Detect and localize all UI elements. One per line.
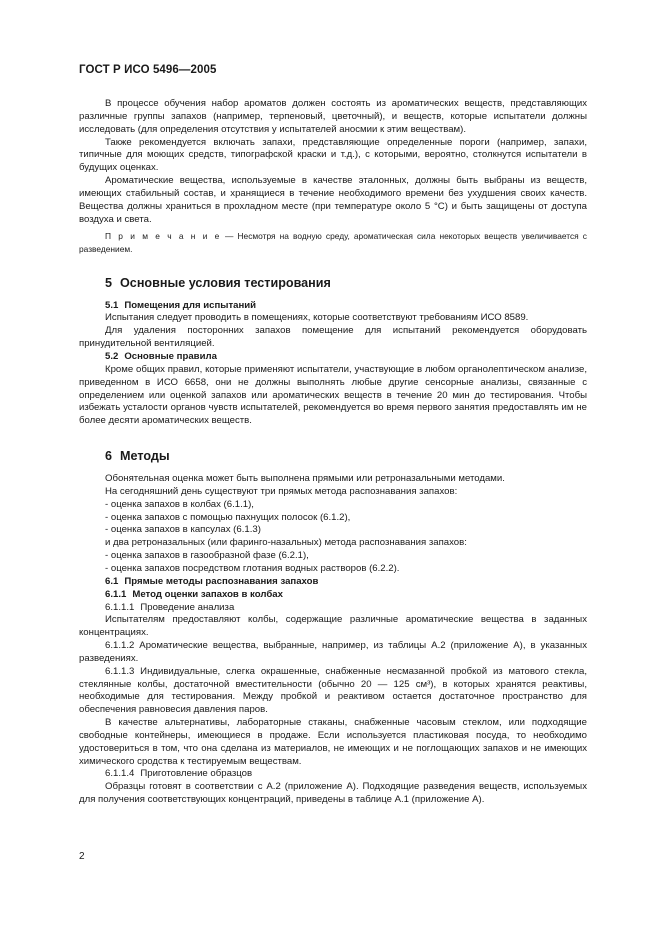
subsection-number: 5.1 bbox=[105, 299, 119, 311]
section-5-heading bbox=[105, 276, 587, 291]
subsection-title: Прямые методы распознавания запахов bbox=[124, 575, 319, 587]
list-item: - оценка запахов посредством глотания водных растворов (6.2.2). bbox=[105, 562, 400, 574]
paragraph: Испытателям предоставляют колбы, содержащие различные ароматические вещества в заданных концентрациях. bbox=[79, 614, 587, 639]
subsection-number: 6.1.1 bbox=[105, 588, 127, 600]
paragraph: Образцы готовят в соответствии с А.2 (приложение А). Подходящие разведения веществ, используемых для получения соответствующих концентраций, приведены в таблице А.1 (приложение А). bbox=[79, 781, 587, 806]
subsection-number: 6.1.1.4 bbox=[105, 768, 135, 780]
note-label: П р и м е ч а н и е bbox=[105, 231, 221, 242]
intro-paragraph-1: В процессе обучения набор ароматов должен состоять из ароматических веществ, представляющих различные группы запахов (например, терпеновый, цветочный), и веществ, которые испытатели должны исследовать (для определения отсутствия у испытателей аносмии к этим веществам). bbox=[79, 98, 587, 135]
paragraph: Обонятельная оценка может быть выполнена прямыми или ретроназальными методами. bbox=[105, 473, 505, 485]
subsection-number: 5.2 bbox=[105, 351, 119, 362]
subsection-number: 6.1 bbox=[105, 575, 119, 587]
section-6-title: Методы bbox=[120, 449, 170, 464]
subsection-6-1-heading bbox=[79, 576, 587, 589]
subsection-6-1-1-heading bbox=[79, 589, 587, 602]
paragraph: Испытания следует проводить в помещениях, которые соответствуют требованиям ИСО 8589. bbox=[105, 312, 529, 324]
subsection-5-1-heading bbox=[79, 300, 587, 313]
paragraph-6-1-1-2: 6.1.1.2 Ароматические вещества, выбранные, например, из таблицы А.2 (приложение А), в указанных разведениях. bbox=[79, 640, 587, 664]
page-number: 2 bbox=[79, 851, 85, 862]
section-5-number: 5 bbox=[105, 275, 113, 290]
note bbox=[79, 230, 587, 255]
subsection-number: 6.1.1.1 bbox=[105, 601, 135, 613]
intro-paragraph-3: Ароматические вещества, используемые в качестве эталонных, должны быть выбраны из веществ, имеющих стабильный состав, и хранящиеся в течение необходимого времени без ухудшения своих качеств. Вещества должны храниться в прохладном месте (при температуре около 5 °C) и быть защищены от доступа воздуха и света. bbox=[79, 175, 587, 225]
subsection-title: Основные правила bbox=[124, 351, 217, 362]
subsection-title: Приготовление образцов bbox=[140, 768, 253, 780]
section-6-heading bbox=[105, 449, 587, 464]
paragraph: Для удаления посторонних запахов помещение для испытаний рекомендуется оборудовать принудительной вентиляцией. bbox=[79, 325, 587, 350]
paragraph-6-1-1-3: 6.1.1.3 Индивидуальные, слегка окрашенные, снабженные несмазанной пробкой из матового стекла, стеклянные колбы, достаточной вместительности (обычно 20 — 125 см³), в которых хранятся реактивы, необходимые для тестирования. Между пробкой и реактивом остается достаточное пространство для обеспечения равновесия давления паров. bbox=[79, 665, 587, 716]
list-item: - оценка запахов в капсулах (6.1.3) bbox=[105, 524, 261, 536]
intro-paragraph-2: Также рекомендуется включать запахи, представляющие определенные пороги (например, запахи, типичные для моющих средств, типографской краски и т.д.), с которыми, вероятно, столкнутся испытатели в будущих оценках. bbox=[79, 136, 587, 174]
list-item: - оценка запахов в колбах (6.1.1), bbox=[105, 498, 254, 510]
paragraph: На сегодняшний день существуют три прямых метода распознавания запахов: bbox=[105, 485, 458, 497]
subsection-5-2-heading bbox=[79, 351, 587, 364]
standard-header: ГОСТ Р ИСО 5496—2005 bbox=[79, 64, 217, 76]
section-6-number: 6 bbox=[105, 449, 113, 464]
paragraph: В качестве альтернативы, лабораторные стаканы, снабженные часовым стеклом, или подходящие свободные контейнеры, имеющиеся в продаже. Если используется пластиковая посуда, то необходимо удостовериться в том, что она сделана из материалов, не имеющих и не поглощающих запахов и не имеющих химического сродства к тестируемым веществам. bbox=[79, 717, 587, 767]
paragraph: и два ретроназальных (или фаринго-назальных) метода распознавания запахов: bbox=[105, 537, 467, 549]
list-item: - оценка запахов с помощью пахнущих полосок (6.1.2), bbox=[105, 511, 351, 523]
subsection-title: Метод оценки запахов в колбах bbox=[132, 588, 283, 600]
subsection-title: Помещения для испытаний bbox=[124, 299, 257, 311]
subsection-title: Проведение анализа bbox=[140, 601, 235, 613]
subsection-6-1-1-4-heading bbox=[79, 768, 587, 781]
section-5-title: Основные условия тестирования bbox=[120, 275, 331, 290]
subsection-6-1-1-1-heading bbox=[79, 602, 587, 615]
paragraph: Кроме общих правил, которые применяют испытатели, участвующие в любом органолептическом анализе, приведенном в ИСО 6658, они не должны выполнять любые другие сенсорные анализы, связанные с определением или оценкой запахов или ароматических веществ в течение 20 мин до тестирования. Чтобы избежать усталости органов чувств испытателей, рекомендуется во время первого занятия предоставлять им не более десяти ароматических веществ. bbox=[79, 363, 587, 427]
note-text: — Несмотря на водную среду, ароматическая сила некоторых веществ увеличивается с разведением. bbox=[79, 231, 587, 255]
list-item: - оценка запахов в газообразной фазе (6.2.1), bbox=[105, 550, 309, 562]
main-content bbox=[79, 98, 587, 807]
